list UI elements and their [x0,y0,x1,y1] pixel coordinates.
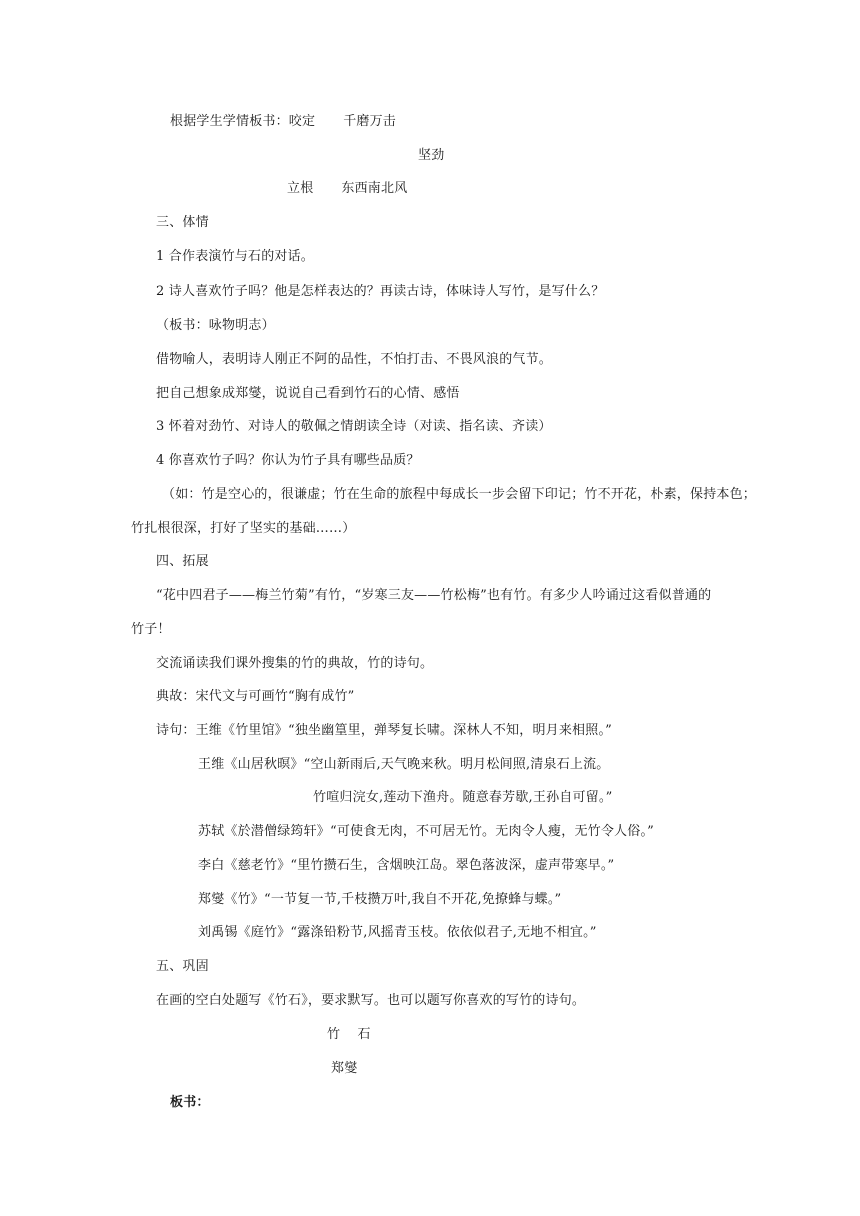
poem-author: 郑燮 [331,1061,358,1076]
poem-title: 竹 石 [327,1027,371,1042]
blackboard-word: 东西南北风 [341,181,408,196]
poem-text: 郑燮《竹》“一节复一节,千枝攒万叶,我自不开花,免撩蜂与蝶。” [198,892,562,907]
poem-text: 王维《山居秋暝》“空山新雨后,天气晚来秋。明月松间照,清泉石上流。 [198,757,610,772]
paragraph: “花中四君子——梅兰竹菊”有竹，“岁寒三友——竹松梅”也有竹。有多少人吟诵过这看似普通的 [156,588,712,603]
blackboard-line-3 [287,181,407,197]
list-item: 4 你喜欢竹子吗？你认为竹子具有哪些品质？ [156,453,420,468]
list-item: 1 合作表演竹与石的对话。 [156,249,315,264]
paragraph: 在画的空白处题写《竹石》，要求默写。也可以题写你喜欢的写竹的诗句。 [156,993,586,1008]
poems-label: 诗句： [156,723,196,738]
list-item: 3 怀着对劲竹、对诗人的敬佩之情朗读全诗（对读、指名读、齐读） [156,419,552,434]
list-item: 2 诗人喜欢竹子吗？他是怎样表达的？再读古诗，体味诗人写竹，是写什么？ [156,284,605,299]
blackboard-line-1 [170,114,396,130]
paragraph: 竹子！ [131,622,171,637]
poem-text: 李白《慈老竹》“里竹攒石生，含烟映江岛。翠色落波深，虚声带寒早。” [198,858,615,873]
paragraph: 把自己想象成郑燮，说说自己看到竹石的心情、感悟 [156,386,460,401]
blackboard-word: 千磨万击 [343,114,397,129]
section-heading: 三、体情 [156,215,209,230]
poem-line [156,723,612,739]
example-text: （如：竹是空心的，很谦虚；竹在生命的旅程中每成长一步会留下印记；竹不开花，朴素，保持本色； [162,487,757,502]
board-label: 板书： [170,1095,210,1110]
blackboard-word: 坚劲 [418,148,445,163]
allusion: 典故：宋代文与可画竹“胸有成竹” [156,689,355,704]
paragraph: 借物喻人，表明诗人刚正不阿的品性，不怕打击、不畏风浪的气节。 [156,352,553,367]
poem-text: 苏轼《於潜僧绿筠轩》“可使食无肉，不可居无竹。无肉令人瘦，无竹令人俗。” [198,824,654,839]
poem-text: 刘禹锡《庭竹》“露涤铅粉节,风摇青玉枝。依依似君子,无地不相宜。” [198,925,597,940]
poem-text: 王维《竹里馆》“独坐幽篁里，弹琴复长啸。深林人不知，明月来相照。” [195,723,613,738]
section-heading: 五、巩固 [156,959,209,974]
board-note: （板书：咏物明志） [156,318,275,333]
blackboard-word: 立根 [287,181,314,196]
section-heading: 四、拓展 [156,554,209,569]
blackboard-intro: 根据学生学情板书：咬定 [170,114,316,129]
poem-text: 竹喧归浣女,莲动下渔舟。随意春芳歇,王孙自可留。” [313,790,613,805]
paragraph: 交流诵读我们课外搜集的竹的典故，竹的诗句。 [156,656,434,671]
example-text: 竹扎根很深，打好了坚实的基础……） [131,521,356,536]
